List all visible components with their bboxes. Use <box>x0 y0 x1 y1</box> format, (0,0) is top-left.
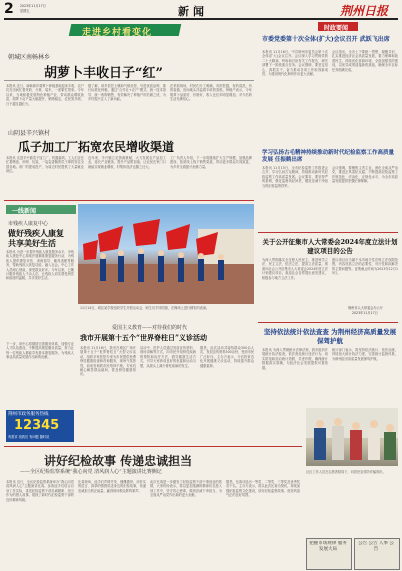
section-title: 新闻 <box>178 5 208 18</box>
page-number: 2 <box>4 1 14 17</box>
story-kicker: 市残疾人康复中心 <box>8 221 49 227</box>
divider <box>258 232 398 233</box>
notice-title: 关于公开征集市人大常委会2024年度立法计划建议项目的公告 <box>262 238 398 255</box>
news-photo <box>78 204 254 304</box>
section-divider <box>4 200 254 201</box>
issue-date: 2023年11月17日 <box>20 4 46 8</box>
story-kicker: 朝城区南畅林乡 <box>8 54 51 61</box>
ad-text: 公告 公告 人事 公告 <box>358 541 394 552</box>
body-text: 活动中，医护人员通过发放宣传资料、现场讲解等方式，向市民介绍脊柱疾病的预防和治疗方法，倡导健康生活方式，引导大家养成良好的坐姿和运动习惯，从源头上减少脊柱疾病的发生。 <box>140 346 196 368</box>
divider <box>4 80 254 81</box>
body-text: 本报讯 近日，全区纪检监察系统举办“我心向党 清风润人心”主题演讲比赛。参赛选手们结合自身工作实际，讲述纪检监察干部忠诚履职、担当作为的感人故事，展现了新时代纪检监察干部的良好精神风貌。 <box>6 480 74 502</box>
body-text: 据悉，比赛评选出一等奖、二等奖、三等奖及优秀奖若干名。主办方表示，将以此次比赛为契机，持续加强纪检监察文化建设，讲好纪检监察故事，营造风清气正的良好氛围。 <box>226 480 300 498</box>
body-text: 下一步，该中心将继续完善服务体系，加强专业人才队伍建设，不断提高康复服务质量，努力让每一位残疾人都能享有基本康复服务，为残疾人事业高质量发展作出新的贡献。 <box>6 342 74 360</box>
body-text: 近年来，辛兴镇立足资源禀赋，大力发展农产品加工业，延长产业链条，提升产品附加值，让农民在家门口就能实现就业增收，村集体经济也随之壮大。 <box>88 156 166 169</box>
feature-tag-text: 一线新闻 <box>12 208 37 215</box>
hotline-number: 12345 <box>14 418 60 433</box>
story-title: 胡萝卜丰收日子“红” <box>44 66 163 81</box>
story-title: 坚持依法统计依法查查 为荆州经济高质量发展保驾护航 <box>263 328 397 345</box>
story-kicker: 山阴县辛兴镇村 <box>8 130 51 137</box>
body-text: 工厂负责人介绍，下一步将继续扩大生产规模，加强品牌建设，拓宽线上线下销售渠道，带动更多群众共同致富，为乡村全面振兴贡献力量。 <box>170 156 252 169</box>
body-text: 会议强调，要聚焦主责主业，深化全面从严治党，推进正风肃纪反腐，不断提高纪检监察工作规范化、法治化、正规化水平，为全市高质量发展提供坚强纪律保障。 <box>332 166 398 184</box>
news-photo <box>306 408 398 466</box>
story-kicker: 爱国主义教育——对待我们的时代 <box>112 325 188 331</box>
body-text: 据悉，此次活动共接待群众300余人次，发放宣传资料500余份，受到市民广泛好评。主办方表示，今后将常态化开展健康义诊活动，持续提升群众健康素养。 <box>200 346 254 368</box>
ad-text: 把握市场规律 服务发展大局 <box>309 541 347 552</box>
body-text: 本报讯 近日，南畅林乡胡萝卜种植基地迎来丰收，农户们在田间忙着采收、分拣、装车，一派繁忙景象。今年以来，当地积极发展特色种植产业，带动群众增收致富，胡萝卜亩产量大幅提升，销路稳定，农民笑开颜，日子越过越红火。 <box>6 84 84 106</box>
photo-caption: 11月14日，城区某学校组织学生开展运动会，师生们手持国旗，在操场上进行精彩的表演。 <box>80 306 210 310</box>
divider <box>4 446 302 447</box>
body-text: 比赛现场，选手们声情并茂、慷慨激昂，用朴实的语言、真挚的情感讲述身边的纪检故事，传递忠诚担当的正能量，赢得现场观众阵阵掌声。 <box>78 480 146 493</box>
body-text: 本报讯 11月16日，我市在城区广场开展第十五个“世界脊柱日”大型义诊活动，组织多家医院专家为市民提供免费脊柱健康检查和咨询服务，现场气氛热烈，前来咨询的市民络绎不绝。专家们耐心解答群众疑问，普及脊柱健康知识。 <box>80 346 136 377</box>
body-text: 本报讯 为深入贯彻统计法律法规，我市组织开展统计执法检查，依法查处统计违法行为，切实防范和惩治统计造假、弄虚作假，确保统计数据真实准确，为经济社会发展提供可靠依据。 <box>262 348 328 370</box>
story-title: 瓜子加工厂拓宽农民增收渠道 <box>18 140 175 154</box>
body-text: 会议指出，全市上下要统一思想、凝聚共识，扎实推进经济社会高质量发展，着力保障和改善民生，持续优化营商环境，全面加强党的建设，以优异成绩迎接新的挑战，确保全年目标任务圆满完成。 <box>332 50 398 72</box>
body-text: 此次比赛进一步激发了纪检监察干部干事创业的热情，大家纷纷表示，将以更加饱满的精神状态投入到工作中，坚守初心使命，做到忠诚干净担当，为全面从严治党作出新的更大贡献。 <box>150 480 222 498</box>
story-title: 做好残疾人康复 共享美好生活 <box>8 228 64 248</box>
divider <box>258 322 398 323</box>
issue-weekday: 星期五 <box>20 9 30 13</box>
hotline-label: 荆州市政务服务热线 <box>8 412 49 417</box>
body-text: 本报讯 11月16日，中共荆州市委员会第十次全体(扩大)会议召开。会议深入学习贯彻党的二十大精神，听取和讨论有关工作报告，研究部署下一阶段重点任务。会议强调，要坚定信心、真抓实干，奋力推动各项工作取得新成效，为建设现代化荆州作出更大贡献。 <box>262 50 328 77</box>
photo-caption: 社区工作人员在志愿者陪同下，向居民宣传防诈骗知识。 <box>306 470 386 474</box>
right-tag-text: 时政要闻 <box>324 25 349 32</box>
body-text: 为深入贯彻落实全过程人民民主，推进科学立法、民主立法、依法立法，提高立法质量，现面向社会公开征集市人大常委会2024年度立法计划建议项目。欢迎社会各界提出意见建议，积极参与地方立法工作。 <box>262 258 328 280</box>
notice-date: 2023年11月17日 <box>352 311 378 315</box>
story-title: 学习弘扬古毛精神持续推动新时代纪检监察工作高质量发展 任振鹤出席 <box>262 150 395 163</box>
notice-signature: 荆州市人大常委会办公厅 <box>348 306 384 310</box>
bottom-title: 讲好纪检故事 传递忠诚担当 <box>44 454 193 468</box>
body-text: 据了解，该乡依托土壤和气候优势，引进优质品种，推行标准化种植，通过“合作社+农户”模式，统一技术指导、统一收购销售，有效解决了种植户的后顾之忧，为乡村振兴注入了新动能。 <box>88 84 166 102</box>
story-title: 我市开展第十五个“世界脊柱日”义诊活动 <box>80 333 208 342</box>
masthead-logo: 荆州日报 <box>340 4 389 18</box>
photo-illustration <box>306 408 398 466</box>
body-text: 建议项目应当属于本市地方性法规立法权限范围，内容包括立法的必要性、可行性和拟解决的主要问题等。征集截止时间为2023年12月15日。 <box>332 258 398 276</box>
bottom-subtitle: ——全区纪检监察系统“我心向党 清风润人心”主题演讲比赛侧记 <box>20 469 162 475</box>
photo-illustration <box>78 204 254 304</box>
header-rule <box>4 18 398 20</box>
body-text: 本报讯 为进一步提升残疾人康复服务水平，市残疾人康复中心持续开展精准康复服务行动，为残疾人提供康复评估、训练指导、辅具适配等服务，帮助残疾人恢复功能、融入社会。中心工作人员耐心细致，深受群众好评。今年以来，已累计服务残疾人千余人次，让残疾人切实感受到党和政府的温暖，共享美好生活。 <box>6 250 74 281</box>
body-text: 本报讯 11月15日，全市纪检监察工作推进会召开，学习弘扬古毛精神，持续推动新时代纪检监察工作高质量发展。会议要求，要坚持严的基调，强化监督执纪问责，锻造忠诚干净担当的纪检监察铁军。 <box>262 166 328 188</box>
page-header <box>0 0 402 20</box>
hotline-sub: 有需求 找我们 有问题 随时说 <box>8 435 50 439</box>
body-text: 本报讯 走进辛兴镇瓜子加工厂，机器轰鸣，工人们正在忙着筛选、炒制、包装，一袋袋香脆的瓜子即将发往全国各地。该厂的建成投产，为周边村民提供了大量就业岗位。 <box>6 156 84 174</box>
banner-text: 走进乡村看变化 <box>82 28 153 38</box>
body-text: 在采收现场，村民们分工明确，有的挖掘，有的清洗，有的装箱，田间地头洋溢着丰收的喜悦。种植户表示，今年胡萝卜品质好、价格好，收入比往年明显增加，对今后的生活充满信心。 <box>170 84 252 102</box>
body-text: 统计部门表示，将坚持依法统计、依法治统，持续加大统计执法力度，完善统计监督体系，为荆州经济高质量发展保驾护航。 <box>332 348 398 361</box>
story-title: 市委党委第十次全体(扩大)会议召开 武跃飞出席 <box>262 36 390 43</box>
